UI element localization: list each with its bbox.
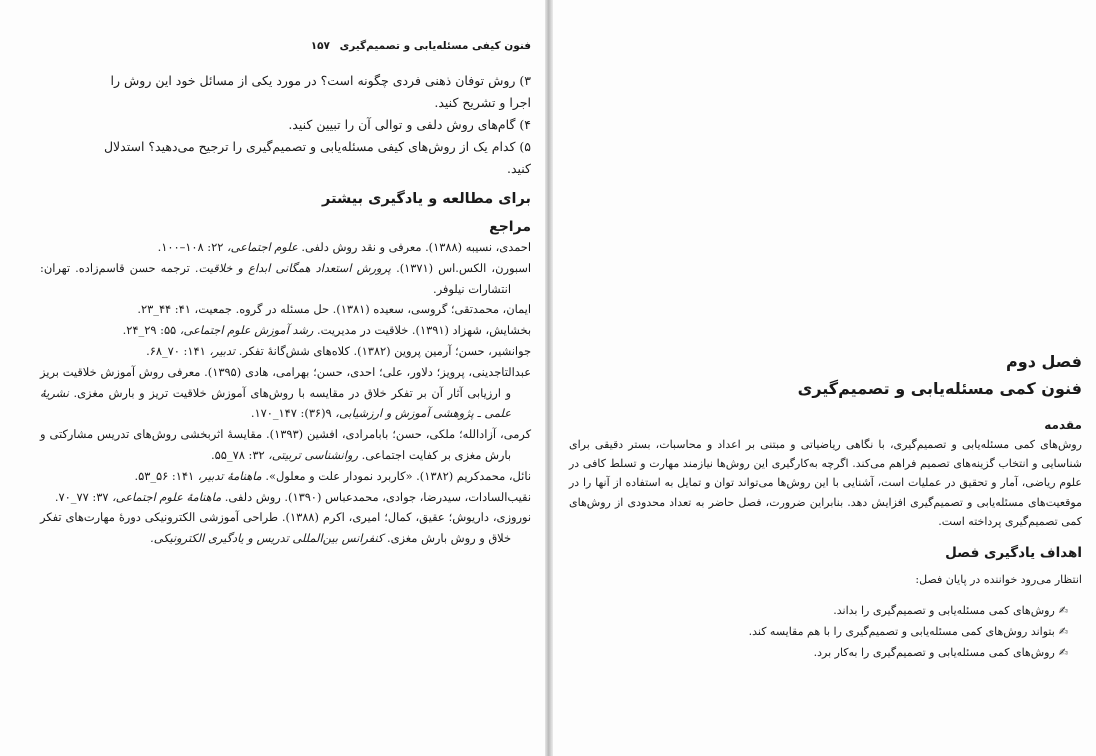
reference-entry: جوانشیر، حسن؛ آرمین پروین (۱۳۸۲). کلاه‌های شش‌گانهٔ تفکر. تدبیر، ۱۴۱: ۷۰_۶۸. <box>146 343 531 358</box>
reference-entry: نائل، محمدکریم (۱۳۸۲). «کاربرد نمودار علت و معلول». ماهنامهٔ تدبیر، ۱۴۱: ۵۶_۵۳. <box>134 468 531 483</box>
right-page <box>553 0 1096 756</box>
reference-entry: عبدالتاجدینی، پرویز؛ دلاور، علی؛ احدی، حسن؛ بهرامی، هادی (۱۳۹۵). معرفی روش آموزش خلاقیت بریز و ارزیابی آثار آن بر تفکر خلاق در مقایسه با روش‌های آموزش خلاقیت تریز و بارش مغزی. نشریهٔ علمی ـ پژوهشی آموزش و ارزشیابی، ۹(۳۶): ۱۴۷_۱۷۰. <box>40 364 531 421</box>
intro-paragraph: روش‌های کمی مسئله‌یابی و تصمیم‌گیری، با نگاهی ریاضیاتی و مبتنی بر اعداد و محاسبات، بستر دقیقی برای شناسایی و انتخاب گزینه‌های تصمیم فراهم می‌کند. اگرچه به‌کارگیری این روش‌ها نیازمند مهارت و تسلط کافی در علوم ریاضی، آمار و تحقیق در عملیات است، آشنایی با این روش‌ها می‌تواند توان و تمایل به استفاده از آنها را در موقعیت‌های مسئله‌یابی و تصمیم‌گیری افزایش دهد. بنابراین ضرورت، فصل حاضر به تعداد محدودی از روش‌های کمی تصمیم‌گیری پرداخته است. <box>569 438 1082 528</box>
reference-entry: اسبورن، الکس.اس (۱۳۷۱). پرورش استعداد همگانی ابداع و خلاقیت. ترجمه حسن قاسم‌زاده. تهران: انتشارات نیلوفر. <box>40 260 531 296</box>
objectives-lead: انتظار می‌رود خواننده در پایان فصل: <box>915 573 1082 587</box>
objectives-list <box>569 600 1082 663</box>
objective-item: ✍بتواند روش‌های کمی مسئله‌یابی و تصمیم‌گیری را با هم مقایسه کند. <box>569 621 1068 642</box>
question-item-continuation: کنید. <box>506 161 531 176</box>
intro-heading: مقدمه <box>1044 418 1082 432</box>
reference-entry: احمدی، نسیبه (۱۳۸۸). معرفی و نقد روش دلفی. علوم اجتماعی، ۲۲: ۱۰۸–۱۰۰. <box>157 240 531 254</box>
chapter-opening <box>569 352 1082 663</box>
chapter-title: فنون کمی مسئله‌یابی و تصمیم‌گیری <box>797 379 1082 398</box>
book-gutter <box>545 0 553 756</box>
objective-item: ✍روش‌های کمی مسئله‌یابی و تصمیم‌گیری را به‌کار برد. <box>569 642 1068 663</box>
pencil-icon: ✍ <box>1058 646 1068 660</box>
reference-entry: ایمان، محمدتقی؛ گروسی، سعیده (۱۳۸۱). حل مسئله در گروه. جمعیت، ۴۱: ۴۴_۲۳. <box>137 302 531 317</box>
question-item: ۴) گام‌های روش دلفی و توالی آن را تبیین کنید. <box>288 117 531 132</box>
pencil-icon: ✍ <box>1058 604 1068 618</box>
references-heading: مراجع <box>489 219 531 235</box>
reference-entry: کرمی، آزادالله؛ ملکی، حسن؛ بابامرادی، افشین (۱۳۹۳). مقایسهٔ اثربخشی روش‌های تدریس مشارکتی و بارش مغزی بر کفایت اجتماعی. روانشناسی تربیتی، ۳۲: ۷۸_۵۵. <box>40 427 531 462</box>
running-head-title: فنون کیفی مسئله‌یابی و تصمیم‌گیری <box>339 40 531 52</box>
further-study-heading: برای مطالعه و یادگیری بیشتر <box>322 191 531 207</box>
running-head <box>40 40 531 52</box>
reference-entry: بخشایش، شهزاد (۱۳۹۱). خلاقیت در مدیریت. رشد آموزش علوم اجتماعی، ۵۵: ۲۹_۲۴. <box>122 323 531 338</box>
pencil-icon: ✍ <box>1058 625 1068 639</box>
question-item: ۵) کدام یک از روش‌های کیفی مسئله‌یابی و تصمیم‌گیری را ترجیح می‌دهید؟ استدلال <box>103 139 531 154</box>
reference-entry: نوروزی، داریوش؛ عقیق، کمال؛ امیری، اکرم (۱۳۸۸). طراحی آموزشی الکترونیکی دورهٔ مهارت‌های تفکر خلاق و روش بارش مغزی. کنفرانس بین‌المللی تدریس و یادگیری الکترونیکی. <box>40 510 532 546</box>
objective-item: ✍روش‌های کمی مسئله‌یابی و تصمیم‌گیری را بداند. <box>569 600 1068 621</box>
objectives-heading: اهداف یادگیری فصل <box>945 545 1082 562</box>
question-item: ۳) روش توفان ذهنی فردی چگونه است؟ در مورد یکی از مسائل خود این روش را <box>110 73 531 88</box>
review-questions <box>40 70 531 180</box>
reference-entry: نقیب‌السادات، سیدرضا، جوادی، محمدعباس (۱۳۹۰). روش دلفی. ماهنامهٔ علوم اجتماعی، ۳۷: ۷۷_۷۰. <box>54 489 531 504</box>
references-list <box>40 237 531 549</box>
left-page <box>0 0 545 756</box>
page-number: ۱۵۷ <box>310 40 330 52</box>
intro-body <box>569 435 1082 531</box>
question-item-continuation: اجرا و تشریح کنید. <box>434 95 531 110</box>
chapter-number: فصل دوم <box>1006 352 1082 371</box>
